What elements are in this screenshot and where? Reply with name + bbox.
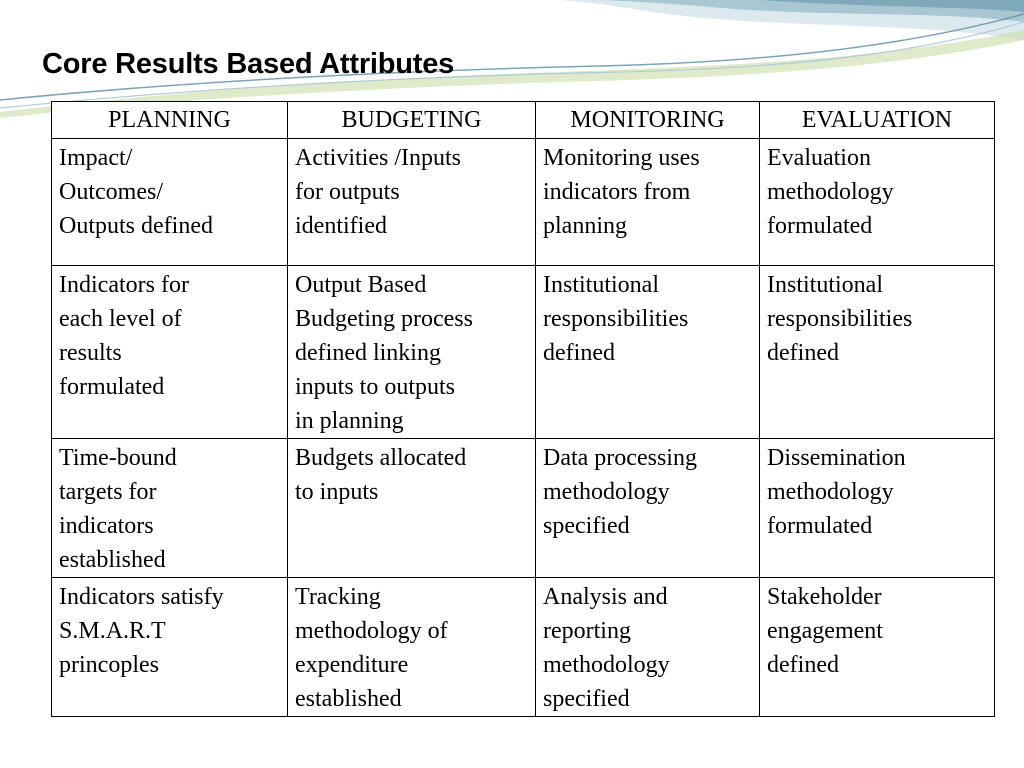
table-row bbox=[52, 139, 995, 266]
header-evaluation: EVALUATION bbox=[760, 102, 995, 139]
attributes-table bbox=[51, 101, 995, 717]
table-cell: Indicators for each level of results formulated bbox=[52, 266, 288, 439]
table-cell: Institutional responsibilities defined bbox=[536, 266, 760, 439]
table-row bbox=[52, 578, 995, 717]
table-row bbox=[52, 439, 995, 578]
table-cell: Stakeholder engagement defined bbox=[760, 578, 995, 717]
table-cell: Budgets allocated to inputs bbox=[288, 439, 536, 578]
table-cell: Data processing methodology specified bbox=[536, 439, 760, 578]
table-cell: Output Based Budgeting process defined linking inputs to outputs in planning bbox=[288, 266, 536, 439]
slide-title: Core Results Based Attributes bbox=[42, 48, 455, 80]
table-cell: Evaluation methodology formulated bbox=[760, 139, 995, 266]
table-cell: Indicators satisfy S.M.A.R.T princoples bbox=[52, 578, 288, 717]
table-cell: Impact/ Outcomes/ Outputs defined bbox=[52, 139, 288, 266]
header-planning: PLANNING bbox=[52, 102, 288, 139]
table-cell: Institutional responsibilities defined bbox=[760, 266, 995, 439]
table-cell: Analysis and reporting methodology specified bbox=[536, 578, 760, 717]
header-budgeting: BUDGETING bbox=[288, 102, 536, 139]
table-cell: Activities /Inputs for outputs identified bbox=[288, 139, 536, 266]
table-cell: Monitoring uses indicators from planning bbox=[536, 139, 760, 266]
table-row bbox=[52, 266, 995, 439]
table-cell: Dissemination methodology formulated bbox=[760, 439, 995, 578]
table-cell: Tracking methodology of expenditure established bbox=[288, 578, 536, 717]
table-header-row bbox=[52, 102, 995, 139]
table-cell: Time-bound targets for indicators established bbox=[52, 439, 288, 578]
header-monitoring: MONITORING bbox=[536, 102, 760, 139]
